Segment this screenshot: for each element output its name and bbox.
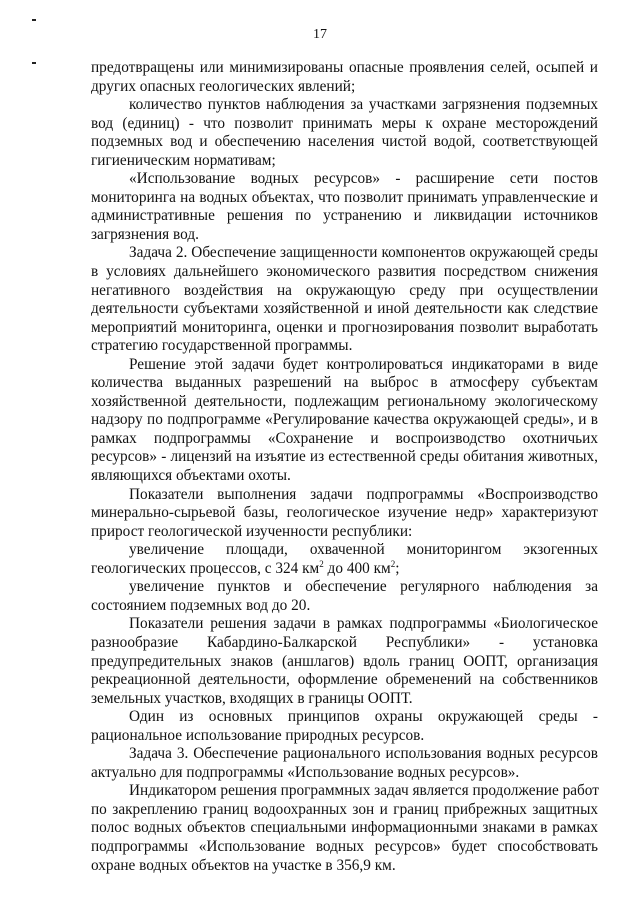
text-line: Один из основных принципов охраны окружающей среды - [129,708,598,726]
text-line: подземных вод и обеспечению населения чистой водой, соответствующей [91,133,598,151]
text-line: Задача 2. Обеспечение защищенности компонентов окружающей среды [129,244,598,262]
text-line: вод (единиц) - что позволит принимать меры к охране месторождений [91,114,598,132]
margin-mark [32,19,36,21]
text-line: являющихся объектами охоты. [91,467,291,485]
text-line: по закреплению границ водоохранных зон и границ прибрежных защитных [91,800,598,818]
text-line: увеличение площади, охваченной мониторингом экзогенных [129,541,598,559]
superscript: 2 [319,558,324,569]
body-text [91,59,598,875]
text-line: подпрограммы «Использование водных ресурсов» будет способствовать [91,837,598,855]
text-line: загрязнения вод. [91,225,199,243]
text-line: мероприятий мониторинга, оценки и прогнозирования позволит выработать [91,318,598,336]
text-line: «Использование водных ресурсов» - расширение сети постов [129,170,598,188]
text-line: рамках подпрограммы «Сохранение и воспроизводство охотничьих [91,429,598,447]
text-line: негативного воздействия на окружающую среду при осуществлении [91,281,598,299]
text-line: ресурсов» - лицензий на изъятие из естественной среды обитания животных, [91,448,598,466]
text-line [91,560,598,579]
text-line: состоянием подземных вод до 20. [91,596,311,614]
text-line: охране водных объектов на участке в 356,9 км. [91,856,396,874]
page-number: 17 [313,27,327,42]
text-line: количества выданных разрешений на выброс в атмосферу субъектам [91,374,598,392]
text-line: административные решения по устранению и ликвидации источников [91,207,598,225]
text-line: Индикатором решения программных задач является продолжение работ [129,782,599,800]
text-line: Задача 3. Обеспечение рационального использования водных ресурсов [129,745,598,763]
text-line: Решение этой задачи будет контролироваться индикаторами в виде [129,355,598,373]
text-line: стратегию государственной программы. [91,337,353,355]
text-line: мониторинга на водных объектах, что позволит принимать управленческие и [91,188,598,206]
text-line: других опасных геологических явлений; [91,77,356,95]
text-line: увеличение пунктов и обеспечение регулярного наблюдения за [129,578,598,596]
text-segment: ; [395,559,400,577]
superscript: 2 [390,558,396,569]
text-line: деятельности субъектами хозяйственной и иной деятельности как следствие [91,300,598,318]
text-line: минерально-сырьевой базы, геологическое изучение недр» характеризуют [91,504,598,522]
text-line: количество пунктов наблюдения за участками загрязнения подземных [129,96,598,114]
text-line: разнообразие Кабардино-Балкарской Республики» - установка [91,633,598,651]
text-line: хозяйственной деятельности, подлежащим региональному экологическому [91,392,598,410]
text-line: Показатели решения задачи в рамках подпрограммы «Биологическое [129,615,598,633]
text-segment: до 400 км [323,559,391,577]
text-line: рациональное использование природных ресурсов. [91,726,425,744]
text-line: прирост геологической изученности республики: [91,522,413,540]
text-line: предупредительных знаков (аншлагов) вдоль границ ООПТ, организация [91,652,598,670]
text-line: рекреационной деятельности, оформление обременений на собственников [91,671,598,689]
text-line: полос водных объектов специальными информационными знаками в рамках [91,819,598,837]
text-line: земельных участков, входящих в границы ООПТ. [91,689,413,707]
text-line: актуально для подпрограммы «Использование водных ресурсов». [91,763,520,781]
text-line: гигиеническим нормативам; [91,151,276,169]
text-line: предотвращены или минимизированы опасные проявления селей, осыпей и [91,59,598,76]
text-line: надзору по подпрограмме «Регулирование качества окружающей среды», и в [91,411,598,429]
text-segment: геологических процессов, с 324 км [91,559,320,577]
text-line: Показатели выполнения задачи подпрограммы «Воспроизводство [129,485,598,503]
text-line: в условиях дальнейшего экономического развития посредством снижения [91,263,598,281]
margin-mark [32,62,36,64]
